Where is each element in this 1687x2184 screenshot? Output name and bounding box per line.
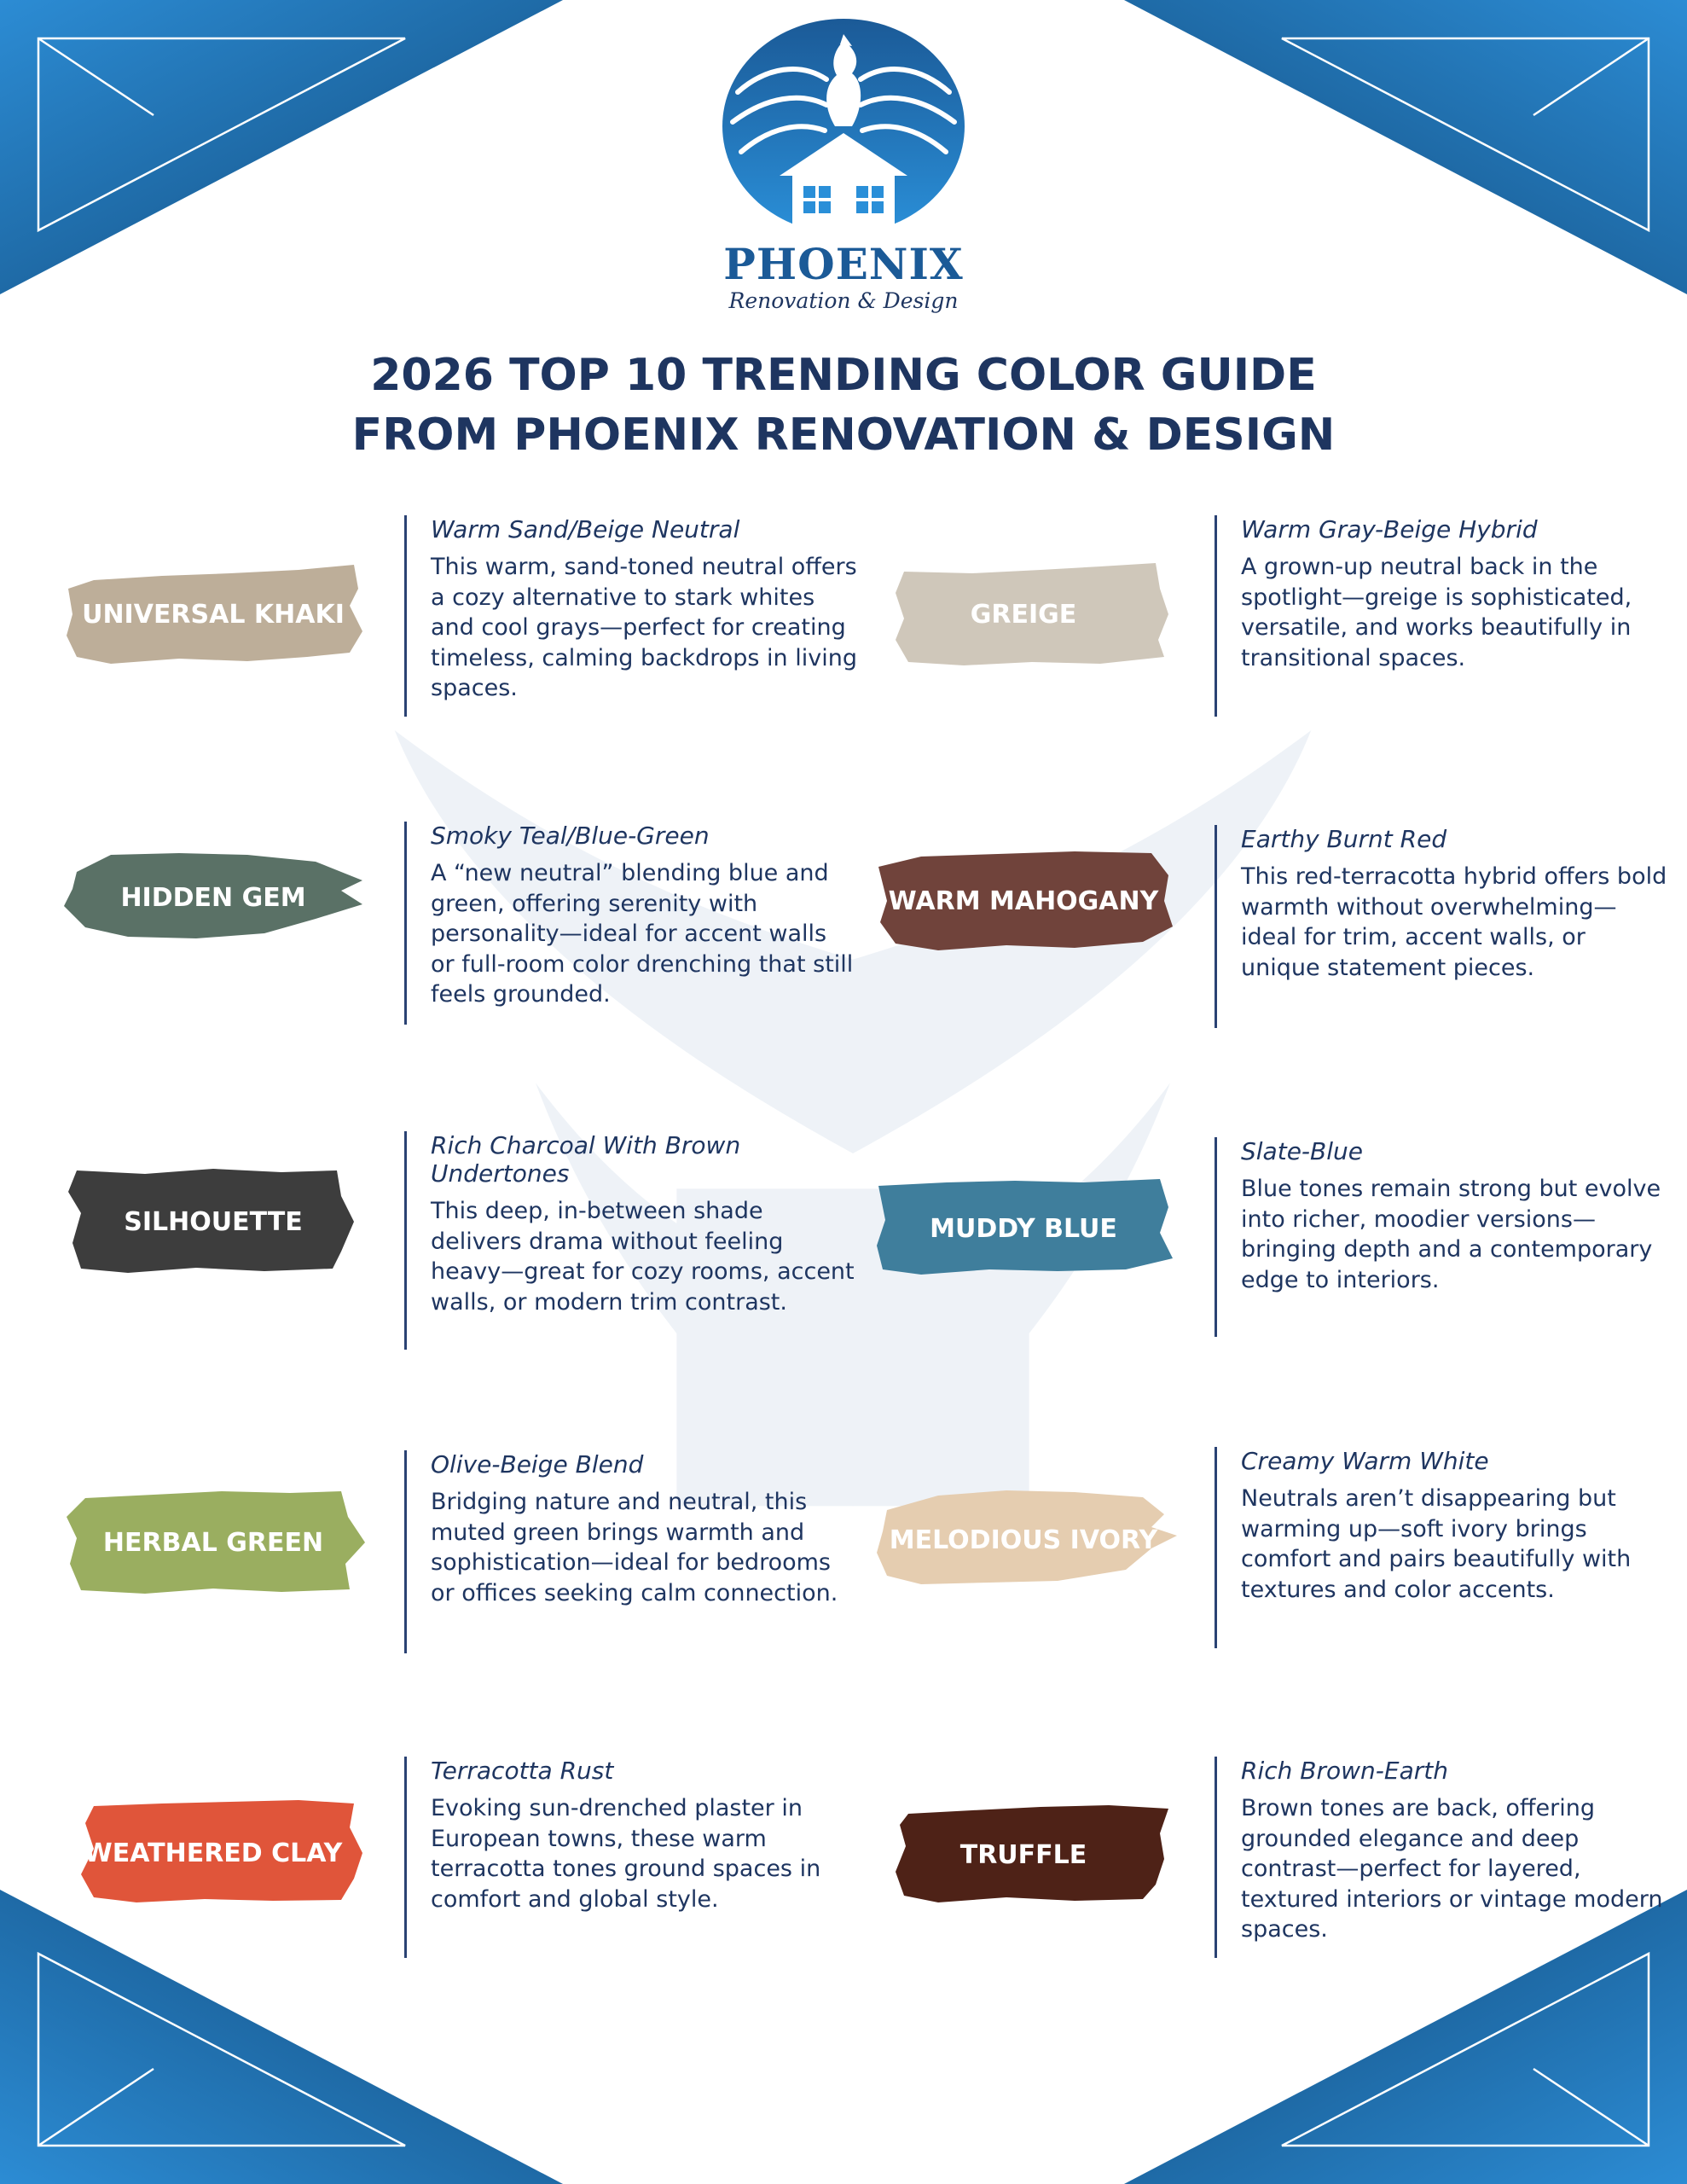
color-swatch-herbal-green: [60, 1483, 367, 1602]
color-description-herbal-green: [404, 1450, 857, 1653]
color-description-text: Neutrals aren’t disappearing but warming up—soft ivory brings comfort and pairs beautifully with textures and color accents.: [1241, 1485, 1632, 1603]
corner-decoration-top-right: [1090, 0, 1687, 307]
swatch-label: UNIVERSAL KHAKI: [82, 599, 345, 630]
color-subtitle: Slate-Blue: [1241, 1137, 1363, 1165]
color-description-text: Brown tones are back, offering grounded elegance and deep contrast—perfect for layered, textured interiors or vintage modern spaces.: [1241, 1795, 1663, 1943]
swatch-label: HIDDEN GEM: [120, 882, 306, 913]
swatch-label: HERBAL GREEN: [102, 1527, 324, 1558]
color-description-universal-khaki: [404, 515, 857, 717]
swatch-label: WARM MAHOGANY: [888, 886, 1159, 916]
color-subtitle: Olive-Beige Blend: [431, 1450, 644, 1478]
color-subtitle: Earthy Burnt Red: [1241, 825, 1447, 853]
title-line-1: 2026 TOP 10 TRENDING COLOR GUIDE: [370, 350, 1317, 401]
swatch-label: MELODIOUS IVORY: [889, 1525, 1158, 1555]
color-description-truffle: [1215, 1757, 1667, 1958]
color-description-text: Evoking sun-drenched plaster in European towns, these warm terracotta tones ground spaces in comfort and global style.: [431, 1795, 821, 1913]
color-subtitle: Rich Brown-Earth: [1241, 1757, 1448, 1785]
color-description-hidden-gem: [404, 822, 857, 1025]
color-swatch-greige: [870, 555, 1177, 674]
color-description-text: This red-terracotta hybrid offers bold warmth without overwhelming—ideal for trim, accent walls, or unique statement pieces.: [1241, 863, 1667, 981]
color-swatch-muddy-blue: [870, 1169, 1177, 1288]
color-description-text: A “new neutral” blending blue and green, offering serenity with personality—ideal for accent walls or full-room color drenching that still feels grounded.: [431, 860, 854, 1008]
color-subtitle: Terracotta Rust: [431, 1757, 614, 1785]
swatch-label: GREIGE: [970, 599, 1077, 630]
brand-name: PHOENIX: [723, 239, 964, 289]
color-description-warm-mahogany: [1215, 825, 1667, 1028]
color-description-greige: [1215, 515, 1667, 717]
phoenix-emblem-icon: [716, 15, 971, 237]
color-description-weathered-clay: [404, 1757, 857, 1958]
color-swatch-truffle: [870, 1795, 1177, 1914]
color-swatch-warm-mahogany: [870, 841, 1177, 961]
color-subtitle: Creamy Warm White: [1241, 1447, 1489, 1475]
swatch-label: WEATHERED CLAY: [84, 1838, 343, 1868]
color-swatch-silhouette: [60, 1162, 367, 1281]
phoenix-watermark: [324, 623, 1382, 1578]
company-logo: [716, 15, 971, 331]
color-description-text: A grown-up neutral back in the spotlight—greige is sophisticated, versatile, and works beautifully in transitional spaces.: [1241, 554, 1632, 671]
color-swatch-hidden-gem: [60, 838, 367, 957]
color-description-text: This warm, sand-toned neutral offers a cozy alternative to stark whites and cool grays—perfect for creating timeless, calming backdrops in living spaces.: [431, 554, 857, 701]
corner-decoration-top-left: [0, 0, 597, 307]
color-swatch-weathered-clay: [60, 1793, 367, 1913]
color-subtitle: Smoky Teal/Blue-Green: [431, 822, 710, 850]
brand-tagline: Renovation & Design: [728, 288, 959, 313]
swatch-label: TRUFFLE: [959, 1839, 1087, 1870]
color-description-silhouette: [404, 1131, 857, 1350]
color-description-text: This deep, in-between shade delivers drama without feeling heavy—great for cozy rooms, accent walls, or modern trim contrast.: [431, 1198, 855, 1316]
color-description-text: Blue tones remain strong but evolve into richer, moodier versions—bringing depth and a contemporary edge to interiors.: [1241, 1176, 1661, 1293]
color-subtitle: Warm Sand/Beige Neutral: [431, 515, 740, 543]
color-description-text: Bridging nature and neutral, this muted green brings warmth and sophistication—ideal for bedrooms or offices seeking calm connection.: [431, 1489, 838, 1606]
swatch-label: SILHOUETTE: [124, 1206, 303, 1237]
page-title: [0, 346, 1687, 465]
color-swatch-melodious-ivory: [870, 1480, 1177, 1600]
color-subtitle: Rich Charcoal With Brown Undertones: [431, 1131, 741, 1188]
color-description-melodious-ivory: [1215, 1447, 1667, 1648]
title-line-2: FROM PHOENIX RENOVATION & DESIGN: [351, 410, 1336, 461]
color-description-muddy-blue: [1215, 1137, 1667, 1337]
color-swatch-universal-khaki: [60, 555, 367, 674]
color-subtitle: Warm Gray-Beige Hybrid: [1241, 515, 1538, 543]
swatch-label: MUDDY BLUE: [930, 1213, 1117, 1244]
